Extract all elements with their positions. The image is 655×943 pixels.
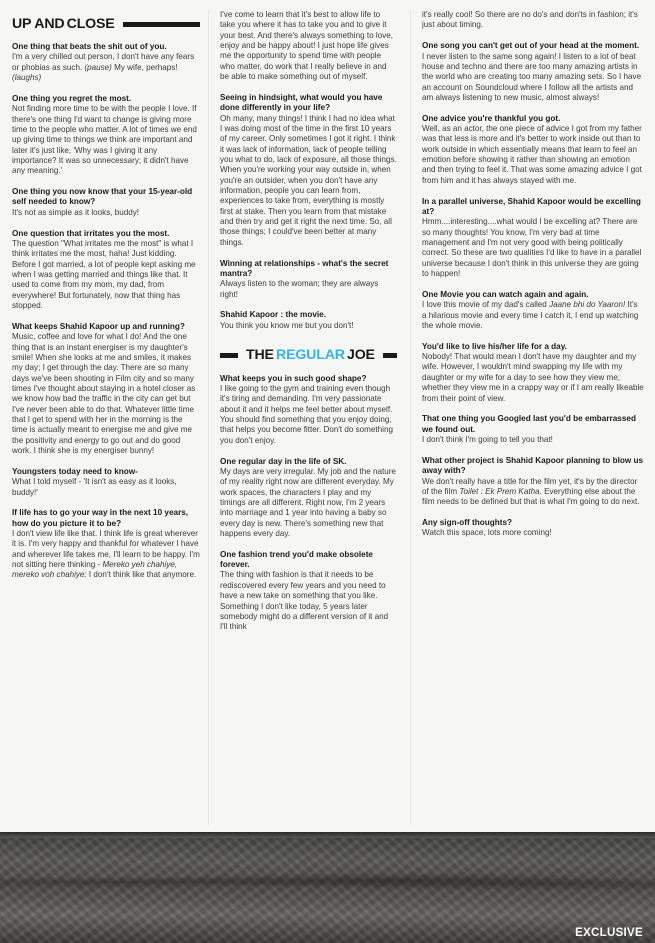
answer-text [422,217,644,279]
title-word-up-and: UP AND [12,15,65,32]
answer-fragment: I don't think I'm going to tell you that! [422,435,553,445]
question-heading: One song you can't get out of your head at the moment. [422,41,640,51]
answer-fragment: What I told myself - 'It isn't as easy as it looks, buddy!' [12,477,177,497]
answer-text [422,52,644,104]
column-left [12,10,200,591]
column-divider [410,10,411,825]
question-heading: In a parallel universe, Shahid Kapoor would be excelling at? [422,196,641,216]
answer-fragment: I never listen to the same song again! I listen to a lot of beat house and techno and there are too many amazing artists in the world who are creating too many amazing sets. So I have an account on Soundcloud where I follow all the artists and am always listening to new music, almost always! [422,51,642,102]
answer-fragment: I'm a very chilled out person, I don't have any fears or phobias as such. [12,52,195,72]
question-heading: One thing you regret the most. [12,93,132,103]
section-title-up-and-close [12,10,200,38]
question-heading: Seeing in hindsight, what would you have done differently in your life? [220,92,383,113]
answer-text [422,10,644,31]
qa-block [12,229,200,312]
qa-block [422,518,644,539]
answer-text [220,279,397,300]
qa-block [220,93,397,248]
question-heading: One thing that beats the shit out of you. [12,42,167,51]
title-word-close: CLOSE [66,15,115,32]
answer-text [12,208,200,218]
answer-text [12,477,200,498]
question-heading: One regular day in the life of SK. [220,456,347,466]
answer-fragment: Hmm....interesting....what would I be excelling at? There are so many thoughts! You know, I'm very bad at time management and I'm not very good with being politically correct. So these are two qualities I'd like to have in a parallel universe because I don't think in this universe they are going to happen! [422,217,642,279]
column-right [422,10,644,549]
exclusive-label: EXCLUSIVE [575,927,643,939]
column-divider [208,10,209,825]
answer-fragment: Nobody! That would mean I don't have my daughter and my wife. However, I wouldn't mind swapping my life with my daughter or my wife for a day to see how they view me; whether they view me in a crappy way or if I am really likeable from their point of view. [422,352,644,403]
answer-fragment: Oh many, many things! I think I had no idea what I was doing most of the time in the first 10 years of my career. Only sometimes I got it right. I think it was lack of information, lack of people telling you what to do, lack of exposure, all those things. When you're working your way outside in, when you're an outsider, when you don't have any information, people you can learn from, experiences to take from, everything is mostly first at stake. Then you learn from that mistake and then try and get it right the next time. So, all those things; I could've been better at many things. [220,113,397,247]
question-heading: What keeps you in such good shape? [220,373,367,383]
qa-block [220,259,397,300]
answer-fragment: I love this movie of my dad's called [422,300,550,310]
answer-fragment: The thing with fashion is that it needs to be rediscovered every few years and you need to have a new take on something that you like. Something I don't like today, 5 years later somebody might do a different version of it and I'll think [220,570,389,632]
question-heading: That one thing you Googled last you'd be embarrassed we found out. [422,414,636,434]
answer-text [12,104,200,176]
question-heading: Winning at relationships - what's the secret mantra? [220,258,389,278]
answer-text [422,352,644,404]
question-heading: One thing you now know that your 15-year-old self needed to know? [12,187,193,207]
answer-text [12,332,200,456]
title-bar [383,353,397,358]
question-heading: What keeps Shahid Kapoor up and running? [12,321,185,331]
section-title-regular-joe [220,342,397,370]
title-word-regular: REGULAR [276,347,345,364]
qa-list-left [12,42,200,581]
answer-fragment: Not finding more time to be with the people I love. If there's one thing I'd want to change is giving more time to the people who matter. A lot of times we end up giving time to things we think are important and later it's just like, 'Why was I giving it any importance? It was so unnecessary; it didn't have any meaning.' [12,104,197,176]
qa-block [220,550,397,633]
question-heading: One Movie you can watch again and again. [422,289,589,299]
qa-block [12,467,200,498]
answer-fragment: I like going to the gym and training even though it's tiring and demanding. I'm very passionate about it and it helps me feel better about myself. You should find something that you enjoy doing, that helps you become fitter. Don't do something you don't enjoy. [220,383,393,445]
answer-fragment: it's really cool! So there are no do's and don'ts in fashion; it's just about timing. [422,10,638,30]
answer-fragment: My wife, perhaps! [111,62,178,72]
title-bar [123,22,200,27]
qa-block [220,457,397,540]
question-heading: One question that irritates you the most. [12,228,170,238]
qa-block [422,197,644,280]
answer-fragment: I don't view life like that. I think life is great wherever it is. I'm very happy and thankful for whatever I have and wherever life takes me, I'll learn to be happy. I'm not sitting here thinking - [12,529,200,570]
answer-fragment: My days are very irregular. My job and the nature of my reality right now are different everyday. My work spaces, the characters I play and my timings are all different. Right now, I'm 2 years into marriage and 1 year into having a baby so every day is new. There's something new that happens every day. [220,466,396,538]
answer-italic-fragment: Mereko yeh chahiye, mereko voh chahiye; [12,560,178,580]
answer-text [422,528,644,538]
qa-block [220,374,397,446]
answer-text [422,300,644,331]
answer-text [220,384,397,446]
answer-text [12,529,200,581]
qa-list-middle-top [220,10,397,331]
answer-fragment: We don't really have a title for the film yet, it's by the director of the film [422,476,638,496]
answer-text [422,435,644,445]
question-heading: You'd like to live his/her life for a day. [422,341,567,351]
qa-block [422,41,644,103]
answer-text [220,321,397,331]
qa-block [12,187,200,218]
answer-text [220,467,397,539]
answer-fragment: The question "What irritates me the most" is what I think irritates me the most, haha! Just kidding. Before I got married, a lot of people kept asking me when I was getting married and things like that. It used to come from my mom, my dad, from everywhere! But fortunately, now that thing has stopped. [12,239,196,311]
question-heading: One advice you're thankful you got. [422,113,561,123]
answer-text [422,477,644,508]
qa-block [12,508,200,580]
question-heading: Any sign-off thoughts? [422,518,513,528]
answer-italic-fragment: Toilet : Ek Prem Katha. [459,486,542,496]
column-middle [220,10,397,643]
qa-block [422,456,644,508]
answer-fragment: Music, coffee and love for what I do! And the one thing that is an instant energiser is my daughter's smile! When she looks at me and smiles, it makes my day; I get through the day. There are so many days we've been shooting in Film city and so many times I've thought about staying in a hotel closer as we know how bad the traffic in the city can get but I've never been able to do that. Whatever little time that I get to spend with her in the morning is the time is actually meant to energise me and give me the positivity and energy to go out and do good work. I think she is my energiser bunny! [12,332,196,456]
answer-italic-fragment: Jaane bhi do Yaaron! [549,300,626,310]
answer-text [220,10,397,82]
answer-text [220,570,397,632]
answer-fragment: It's a hilarious movie and every time I catch it, I end up watching the whole movie. [422,300,639,330]
answer-italic-fragment: (pause) [84,62,112,72]
answer-fragment: I've come to learn that it's best to allow life to take you where it has to take you and to give it your best. And there's always something to love, enjoy and be happy about! I just hope life gives me the opportunity to spend time with people who matter, do work that I really believe in and be able to make something out of myself. [220,10,393,82]
qa-block [422,10,644,31]
answer-italic-fragment: (laughs) [12,73,42,83]
qa-block [12,94,200,177]
question-heading: Youngsters today need to know- [12,466,138,476]
qa-block [422,114,644,186]
qa-block [422,342,644,404]
question-heading: One fashion trend you'd make obsolete forever. [220,549,373,570]
answer-fragment: I don't think like that anymore. [86,570,197,580]
qa-block [422,290,644,331]
answer-fragment: Well, as an actor, the one piece of advice I got from my father was that less is more and it's better to work inside out than to work outside in which essentially means that learn to feel an emotion before showing it rather than showing an emotion and then trying to feel it. That was some amazing advice I got from him and it has always stayed with me. [422,124,642,185]
qa-block [12,322,200,456]
question-heading: What other project is Shahid Kapoor planning to blow us away with? [422,455,644,476]
stone-texture-footer [0,832,655,943]
title-word-the: THE [246,347,274,364]
qa-list-middle-bottom [220,374,397,633]
qa-block [422,414,644,445]
title-bar [220,353,238,358]
answer-fragment: Everything else about the film needs to be defined but that is what I'm going to do next. [422,486,640,507]
qa-block [220,310,397,331]
answer-text [422,124,644,186]
qa-block [220,10,397,82]
question-heading: If life has to go your way in the next 10 years, how do you picture it to be? [12,508,189,528]
qa-block [12,42,200,83]
answer-fragment: Always listen to the woman; they are always right! [220,279,379,299]
answer-text [12,52,200,83]
answer-fragment: Watch this space, lots more coming! [422,528,552,538]
answer-fragment: It's not as simple as it looks, buddy! [12,207,140,217]
answer-text [12,239,200,311]
answer-text [220,114,397,248]
title-word-joe: JOE [347,347,375,364]
answer-fragment: You think you know me but you don't! [220,320,354,330]
qa-list-right [422,10,644,539]
question-heading: Shahid Kapoor : the movie. [220,310,326,320]
